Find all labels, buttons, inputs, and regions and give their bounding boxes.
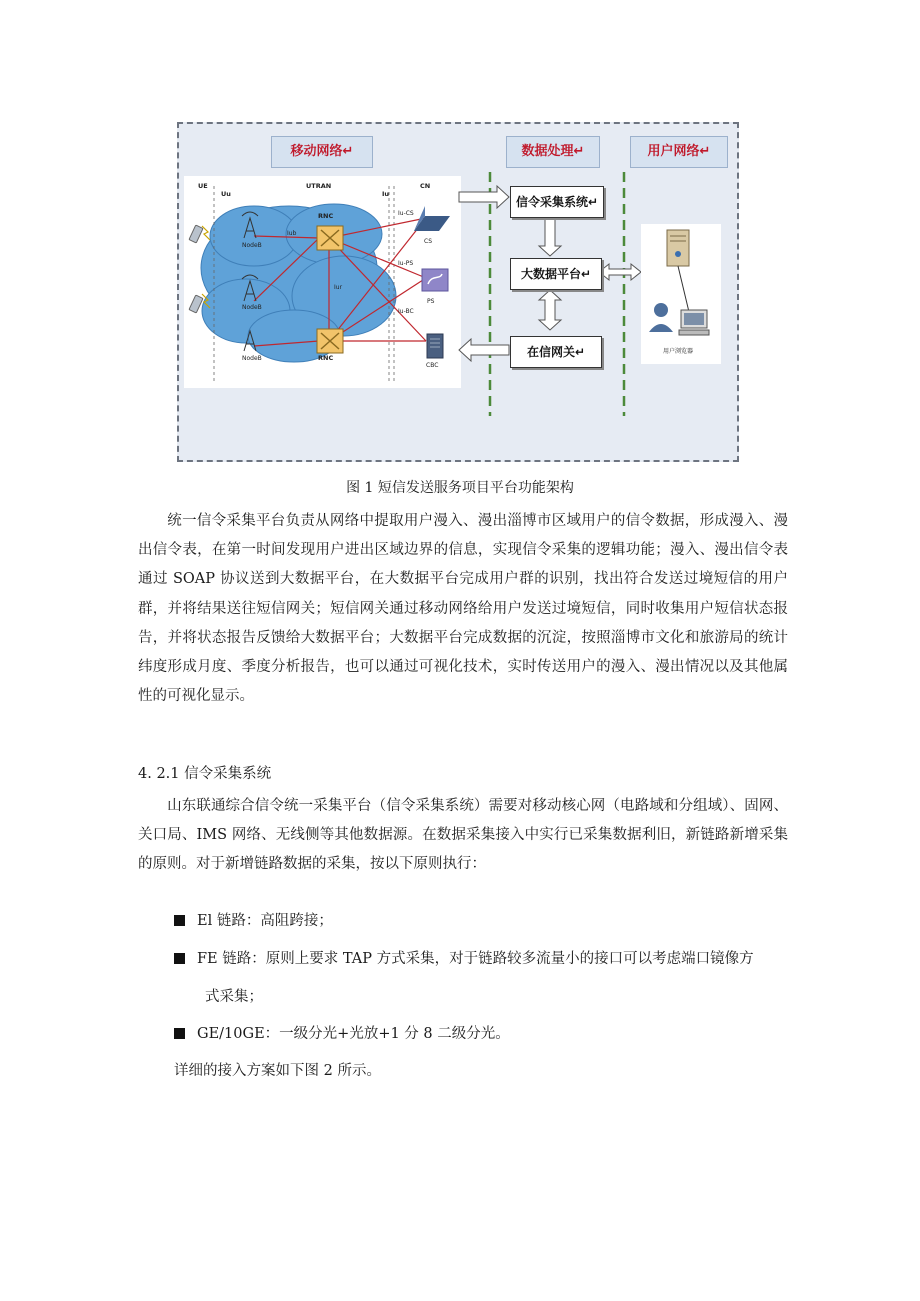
square-bullet-icon <box>174 915 185 926</box>
square-bullet-icon <box>174 1028 185 1039</box>
server-icon <box>667 230 689 266</box>
label-rnc-bottom: RNC <box>318 354 334 362</box>
bullet-item-3-text: GE/10GE：一级分光+光放+1 分 8 二级分光。 <box>197 1026 510 1042</box>
label-cn: CN <box>420 182 431 190</box>
box-sms-gateway: 在信网关↵ <box>510 336 602 368</box>
bullet-item-2-continuation: 式采集； <box>205 989 263 1005</box>
paragraph-1 <box>138 507 788 711</box>
label-iu: Iu <box>382 190 390 198</box>
label-uu: Uu <box>221 190 231 198</box>
label-nodeb-3: NodeB <box>242 355 262 362</box>
label-iur: Iur <box>334 284 343 291</box>
label-rnc-top: RNC <box>318 212 334 220</box>
label-ps: PS <box>427 298 435 305</box>
label-cbc: CBC <box>426 362 439 369</box>
paragraph-2 <box>138 792 788 880</box>
rnc-bottom <box>317 329 343 353</box>
ps-equipment <box>422 269 448 291</box>
utran-cloud <box>201 204 396 362</box>
user-network-panel <box>641 224 721 364</box>
architecture-figure <box>177 122 739 462</box>
bullet-item-2 <box>174 947 754 968</box>
user-pc-graphics <box>641 224 721 364</box>
figure-caption: 图 1 短信发送服务项目平台功能架构 <box>346 480 574 496</box>
label-iu-cs: Iu-CS <box>398 210 414 217</box>
square-bullet-icon <box>174 953 185 964</box>
bullet-item-2-text: FE 链路：原则上要求 TAP 方式采集，对于链路较多流量小的接口可以考虑端口镜像方 <box>197 951 754 967</box>
rnc-top <box>317 226 343 250</box>
label-ue: UE <box>198 182 208 190</box>
label-utran: UTRAN <box>306 182 332 190</box>
section-heading: 4. 2.1 信令采集系统 <box>138 766 272 782</box>
label-nodeb-2: NodeB <box>242 304 262 311</box>
label-nodeb-1: NodeB <box>242 242 262 249</box>
label-cs: CS <box>424 238 432 245</box>
bullet-item-1 <box>174 909 333 930</box>
header-mobile-network: 移动网络↵ <box>271 136 373 168</box>
label-iu-bc: Iu-BC <box>398 308 414 315</box>
computer-icon <box>679 310 709 335</box>
label-iub: Iub <box>287 230 297 237</box>
bullet-item-3 <box>174 1022 510 1043</box>
user-icon <box>649 303 673 332</box>
header-data-processing: 数据处理↵ <box>506 136 600 168</box>
label-iu-ps: Iu-PS <box>398 260 414 267</box>
paragraph-2-text: 山东联通综合信令统一采集平台（信令采集系统）需要对移动核心网（电路域和分组域）、固网、关口局、IMS 网络、无线侧等其他数据源。在数据采集接入中实行已采集数据利旧，新链路新增采集的原则。对于新增链路数据的采集，按以下原则执行： <box>138 798 788 873</box>
cbc-equipment <box>427 334 443 358</box>
closing-line: 详细的接入方案如下图 2 所示。 <box>174 1063 381 1079</box>
box-bigdata-platform: 大数据平台↵ <box>510 258 602 290</box>
cs-equipment <box>414 206 450 231</box>
box-signaling-system: 信令采集系统↵ <box>510 186 604 218</box>
bullet-item-1-text: El 链路：高阻跨接； <box>197 913 333 929</box>
header-user-network: 用户网络↵ <box>630 136 728 168</box>
label-user-browser: 用户浏览器 <box>663 348 694 355</box>
paragraph-1-text: 统一信令采集平台负责从网络中提取用户漫入、漫出淄博市区域用户的信令数据，形成漫入、漫出信令表，在第一时间发现用户进出区域边界的信息，实现信令采集的逻辑功能；漫入、漫出信令表通过 SOAP 协议送到大数据平台，在大数据平台完成用户群的识别，找出符合发送过境短信的用户群，并将结果送往短信网关；短信网关通过移动网络给用户发送过境短信，同时收集用户短信状态报告，并将状态报告反馈给大数据平台；大数据平台完成数据的沉淀，按照淄博市文化和旅游局的统计纬度形成月度、季度分析报告，也可以通过可视化技术，实时传送用户的漫入、漫出情况以及其他属性的可视化显示。 <box>138 513 788 705</box>
mobile-network-panel <box>184 176 461 388</box>
